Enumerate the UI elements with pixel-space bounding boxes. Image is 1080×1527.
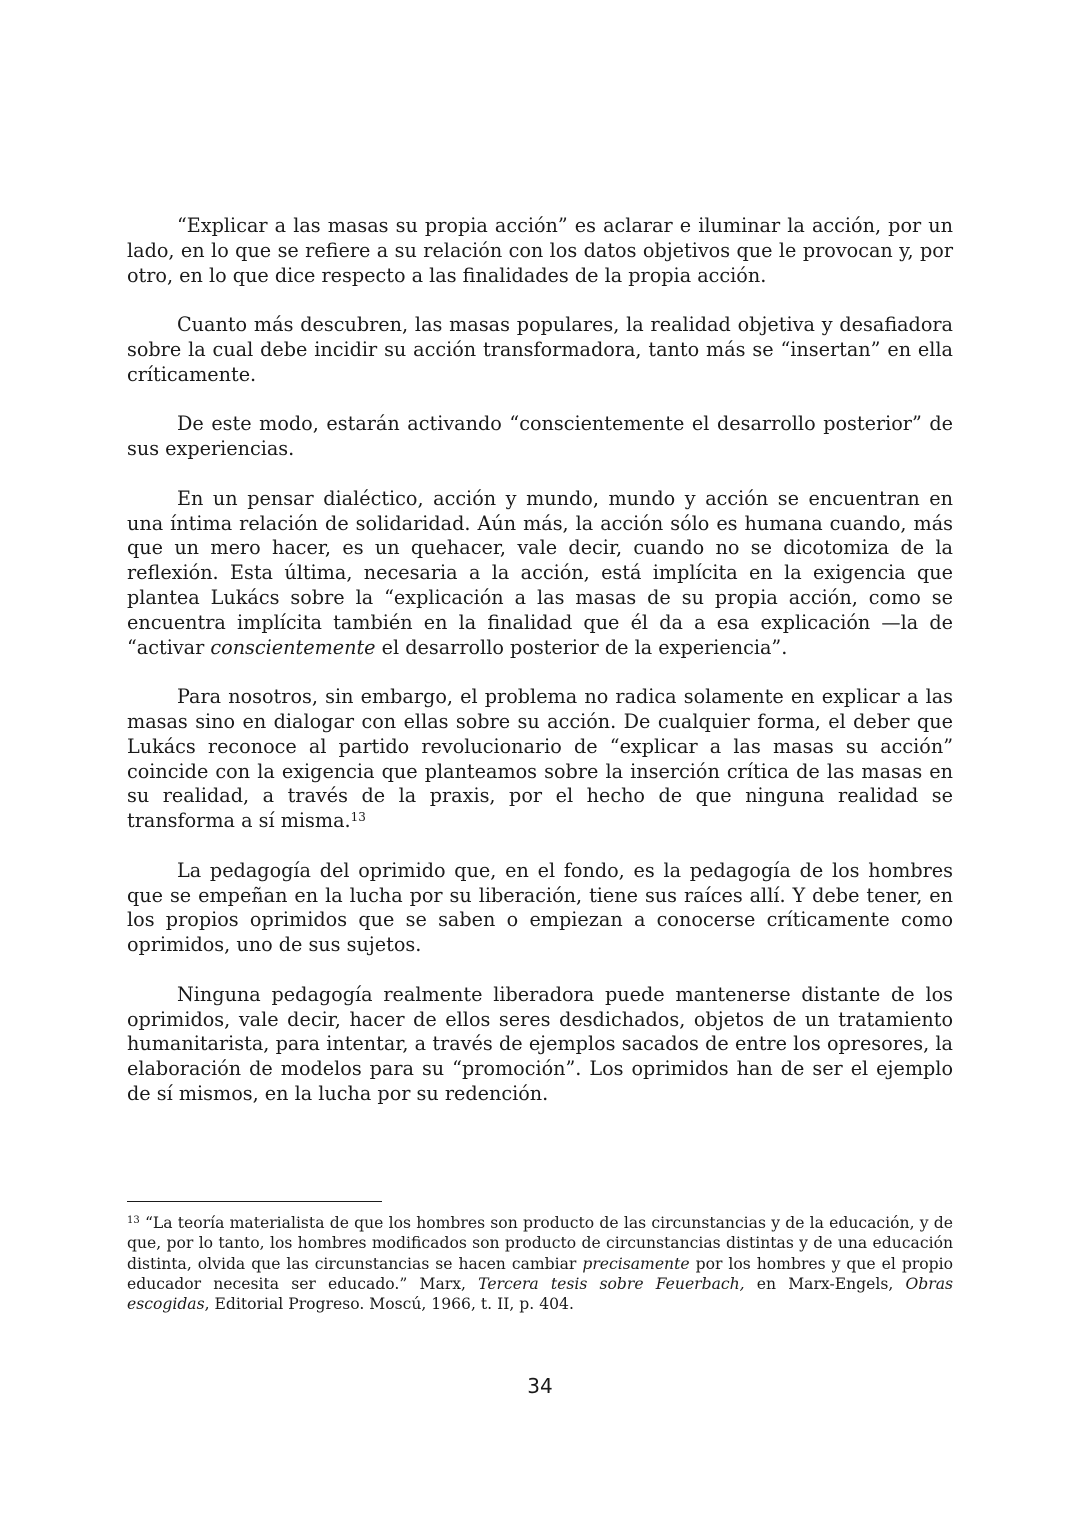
paragraph-5-text: Para nosotros, sin embargo, el problema no radica solamente en explicar a las masas sino en dialogar con ellas sobre su acción. De cualquier forma, el deber que Lukács reconoce al partido revolucionario de “explicar a las masas su acción” coincide con la exigencia que planteamos sobre la inserción crítica de las masas en su realidad, a través de la praxis, por el hecho de que ninguna realidad se transforma a sí misma. bbox=[127, 685, 953, 833]
paragraph-2: Cuanto más descubren, las masas populares, la realidad objetiva y desafiadora sobre la cual debe incidir su acción transformadora, tanto más se “insertan” en ella críticamente. bbox=[127, 313, 953, 386]
footnote-text: “La teoría materialista de que los hombres son producto de las circunstancias y de la educación, y de que, por lo tanto, los hombres modificados son producto de circunstancias distintas y de una educación distinta, olvida que las circunstancias se hacen cambiar bbox=[127, 1214, 953, 1273]
paragraph-4-emphasis: conscientemente bbox=[210, 635, 376, 659]
paragraph-5 bbox=[127, 685, 953, 834]
paragraph-7: Ninguna pedagogía realmente liberadora puede mantenerse distante de los oprimidos, vale decir, hacer de ellos seres desdichados, objetos de un tratamiento humanitarista, para intentar, a través de ejemplos sacados de entre los opresores, la elaboración de modelos para su “promoción”. Los oprimidos han de ser el ejemplo de sí mismos, en la lucha por su redención. bbox=[127, 982, 953, 1105]
paragraph-4 bbox=[127, 487, 953, 661]
footnote-book-title: Obras escogidas bbox=[127, 1274, 953, 1314]
footnote bbox=[127, 1213, 953, 1314]
footnote-text: en Marx-Engels, bbox=[744, 1274, 906, 1293]
page-body bbox=[127, 214, 953, 1131]
paragraph-3: De este modo, estarán activando “conscientemente el desarrollo posterior” de sus experiencias. bbox=[127, 412, 953, 461]
paragraph-4-text-b: el desarrollo posterior de la experiencia”. bbox=[375, 635, 788, 659]
paragraph-4-text-a: En un pensar dialéctico, acción y mundo, mundo y acción se encuentran en una íntima relación de solidaridad. Aún más, la acción sólo es humana cuando, más que un mero hacer, es un quehacer, vale decir, cuando no se dicotomiza de la reflexión. Esta última, necesaria a la acción, está implícita en la exigencia que plantea Lukács sobre la “explicación a las masas de su propia acción, como se encuentra implícita también en la finalidad que él da a esa explicación —la de “activar bbox=[127, 486, 953, 659]
paragraph-6: La pedagogía del oprimido que, en el fondo, es la pedagogía de los hombres que se empeñan en la lucha por su liberación, tiene sus raíces allí. Y debe tener, en los propios oprimidos que se saben o empiezan a conocerse críticamente como oprimidos, uno de sus sujetos. bbox=[127, 858, 953, 957]
footnote-text: , Editorial Progreso. Moscú, 1966, t. II, p. 404. bbox=[204, 1295, 574, 1314]
footnote-reference[interactable]: 13 bbox=[350, 810, 366, 825]
footnote-separator bbox=[127, 1201, 382, 1202]
footnote-emphasis: precisamente bbox=[582, 1254, 690, 1273]
page-number: 34 bbox=[527, 1374, 553, 1398]
footnote-text: por los hombres y que el propio educador necesita ser educado.” Marx, bbox=[127, 1254, 954, 1293]
footnote-work-title: Tercera tesis sobre Feuerbach, bbox=[478, 1274, 745, 1293]
footnote-number: 13 bbox=[127, 1215, 140, 1226]
paragraph-1: “Explicar a las masas su propia acción” es aclarar e iluminar la acción, por un lado, en lo que se refiere a su relación con los datos objetivos que le provocan y, por otro, en lo que dice respecto a las finalidades de la propia acción. bbox=[127, 214, 953, 287]
